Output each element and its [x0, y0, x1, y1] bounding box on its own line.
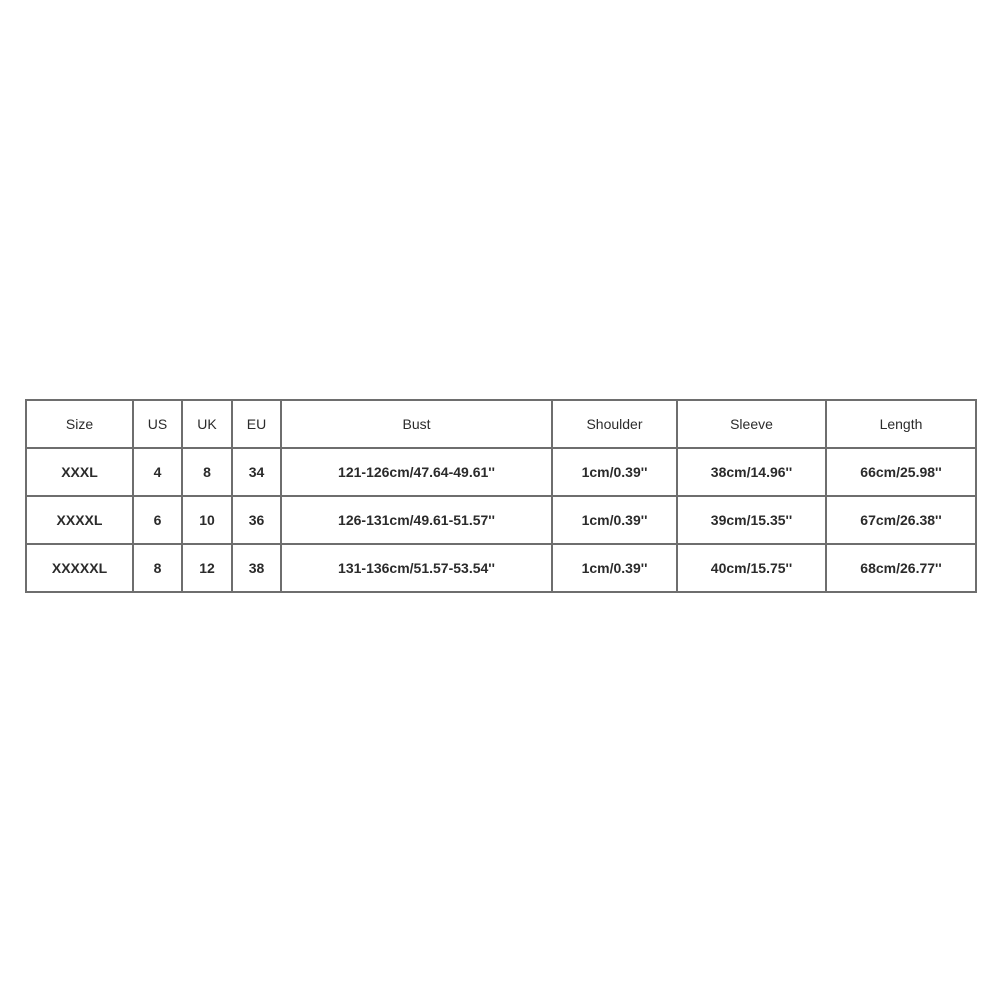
- cell-size: XXXXXL: [26, 544, 133, 592]
- table-header-row: [26, 400, 976, 448]
- header-sleeve: Sleeve: [677, 400, 826, 448]
- cell-length: 66cm/25.98'': [826, 448, 976, 496]
- cell-eu: 36: [232, 496, 281, 544]
- cell-bust: 121-126cm/47.64-49.61'': [281, 448, 552, 496]
- cell-us: 4: [133, 448, 182, 496]
- cell-eu: 38: [232, 544, 281, 592]
- cell-uk: 8: [182, 448, 232, 496]
- cell-bust: 131-136cm/51.57-53.54'': [281, 544, 552, 592]
- cell-sleeve: 40cm/15.75'': [677, 544, 826, 592]
- cell-eu: 34: [232, 448, 281, 496]
- cell-us: 8: [133, 544, 182, 592]
- cell-sleeve: 39cm/15.35'': [677, 496, 826, 544]
- header-bust: Bust: [281, 400, 552, 448]
- cell-uk: 12: [182, 544, 232, 592]
- cell-uk: 10: [182, 496, 232, 544]
- cell-shoulder: 1cm/0.39'': [552, 448, 677, 496]
- header-eu: EU: [232, 400, 281, 448]
- cell-sleeve: 38cm/14.96'': [677, 448, 826, 496]
- table-row: [26, 544, 976, 592]
- size-chart-table: [25, 399, 977, 593]
- cell-length: 67cm/26.38'': [826, 496, 976, 544]
- cell-size: XXXXL: [26, 496, 133, 544]
- header-shoulder: Shoulder: [552, 400, 677, 448]
- cell-us: 6: [133, 496, 182, 544]
- table-row: [26, 448, 976, 496]
- cell-bust: 126-131cm/49.61-51.57'': [281, 496, 552, 544]
- header-size: Size: [26, 400, 133, 448]
- cell-shoulder: 1cm/0.39'': [552, 544, 677, 592]
- cell-length: 68cm/26.77'': [826, 544, 976, 592]
- cell-size: XXXL: [26, 448, 133, 496]
- header-length: Length: [826, 400, 976, 448]
- table-row: [26, 496, 976, 544]
- header-us: US: [133, 400, 182, 448]
- cell-shoulder: 1cm/0.39'': [552, 496, 677, 544]
- header-uk: UK: [182, 400, 232, 448]
